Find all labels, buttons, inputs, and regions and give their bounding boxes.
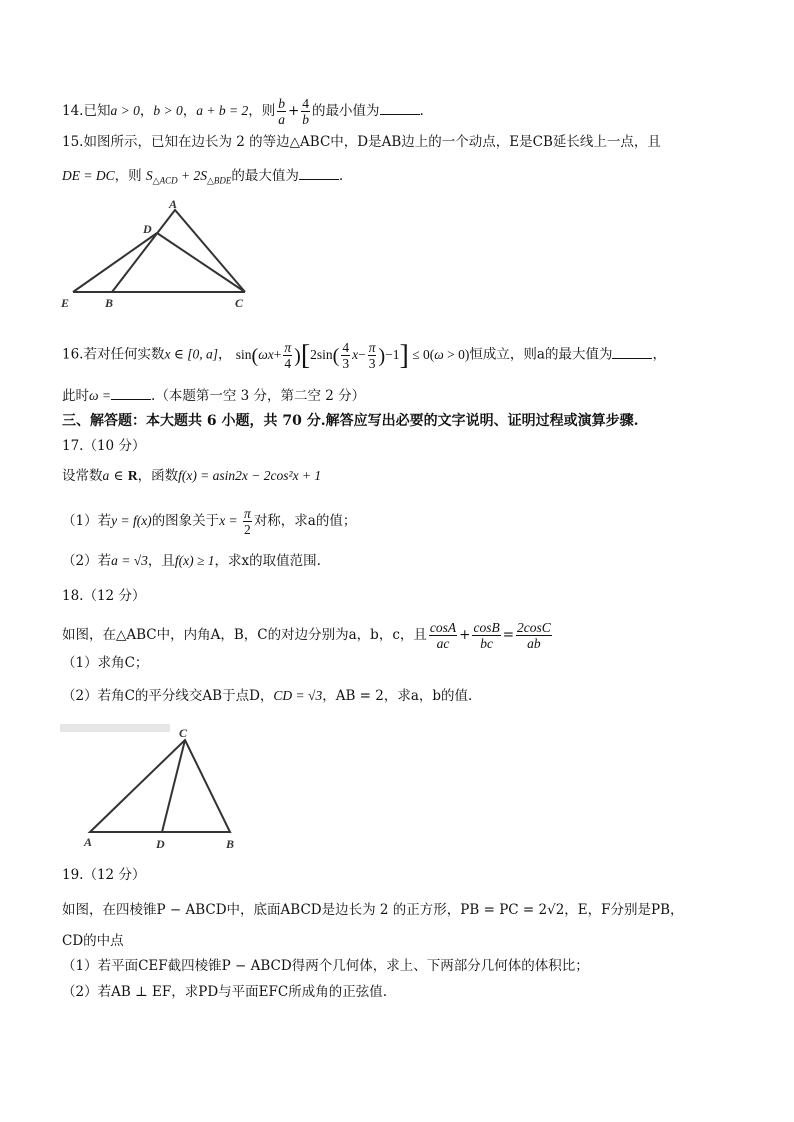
triangle-figure-q15 — [55, 195, 255, 315]
label-b: B — [226, 837, 235, 851]
triangle-abc — [90, 740, 230, 832]
question-15-line-1: 15.如图所示，已知在边长为 2 的等边△ABC中，D是AB边上的一个动点，E是CB延长线上一点，且 — [62, 134, 661, 150]
segment-de — [73, 233, 157, 292]
q17-part-1: （1）若y = f(x)的图象关于x = $\frac{\pi}{2}$ 对称，求a的值； — [62, 506, 357, 537]
area-expression: $S_{\triangle ACD} + 2S_{\triangle BDE}$ — [145, 168, 232, 186]
section-3-title: 三、解答题：本大题共 6 小题，共 70 分.解答应写出必要的文字说明、证明过程或演算步骤. — [62, 413, 639, 429]
q19-part-2: （2）若AB ⊥ EF，求PD与平面EFC所成角的正弦值. — [62, 984, 388, 1000]
q19-line-1: 如图，在四棱锥P − ABCD中，底面ABCD是边长为 2 的正方形，PB = PC = 2√2，E，F分别是PB， — [62, 902, 684, 918]
q14-number: 14. — [62, 103, 84, 119]
q17-part-2: （2）若a = √3，且f(x) ≥ 1，求x的取值范围. — [62, 553, 321, 569]
q19-part-1: （1）若平面CEF截四棱锥P − ABCD得两个几何体，求上、下两部分几何体的体积比； — [62, 958, 589, 974]
q18-stem: 如图，在△ABC中，内角A，B，C的对边分别为a，b，c，且 $\frac{\cos A}{ac}$ + $\frac{\cos B}{bc}$ = $\frac{2\cos C}{ab}$ — [62, 620, 551, 651]
label-c: C — [179, 726, 188, 740]
q17-header: 17.（10 分） — [62, 438, 146, 454]
segment-cd — [162, 740, 185, 832]
label-c: C — [235, 296, 244, 310]
label-a: A — [84, 835, 93, 849]
question-14: 14.已知a > 0，b > 0，a + b = 2，则 $\frac{b}{a}$ + $\frac{4}{b}$ 的最小值为 . — [62, 96, 424, 127]
q18-header: 18.（12 分） — [62, 588, 146, 604]
question-16-line-1: 16.若对任何实数x ∈ [0, a]， sin(ωx+ $\frac{\pi}{4}$ )[2sin( $\frac{4}{3}$ x− $\frac{\pi}{3}$ )−1] ≤ 0(ω > 0)恒成立，则a的最大值为 ， — [62, 339, 666, 371]
fraction-b-over-a: $\frac{b}{a}$ — [278, 96, 285, 127]
q17-stem: 设常数a ∈ R，函数f(x) = asin2x − 2cos²x + 1 — [62, 468, 322, 484]
scan-smudge — [60, 724, 170, 732]
q18-part-2: （2）若角C的平分线交AB于点D，CD = √3，AB = 2，求a，b的值. — [62, 688, 473, 704]
question-15-line-2: DE = DC，则 $S_{\triangle ACD} + 2S_{\triangle BDE}$的最大值为 . — [62, 168, 344, 186]
label-b: B — [105, 296, 114, 310]
q19-header: 19.（12 分） — [62, 867, 146, 883]
fraction-4-over-b: $\frac{4}{b}$ — [302, 96, 310, 127]
q19-line-2: CD的中点 — [62, 933, 124, 949]
q18-part-1: （1）求角C； — [62, 655, 149, 671]
answer-blank — [380, 101, 420, 115]
answer-blank-2 — [111, 386, 151, 400]
label-d: D — [156, 837, 165, 851]
triangle-figure-q18 — [60, 720, 260, 855]
inequality-expression: sin(ωx+ $\frac{\pi}{4}$ )[2sin( $\frac{4}{3}$ x− $\frac{\pi}{3}$ )−1] ≤ 0(ω > 0) — [235, 339, 470, 371]
question-16-line-2: 此时ω = .（本题第一空 3 分，第二空 2 分） — [62, 388, 366, 404]
label-d: D — [143, 222, 152, 236]
label-a: A — [169, 197, 178, 211]
answer-blank-1 — [612, 345, 652, 359]
label-e: E — [61, 296, 70, 310]
answer-blank — [299, 166, 339, 180]
